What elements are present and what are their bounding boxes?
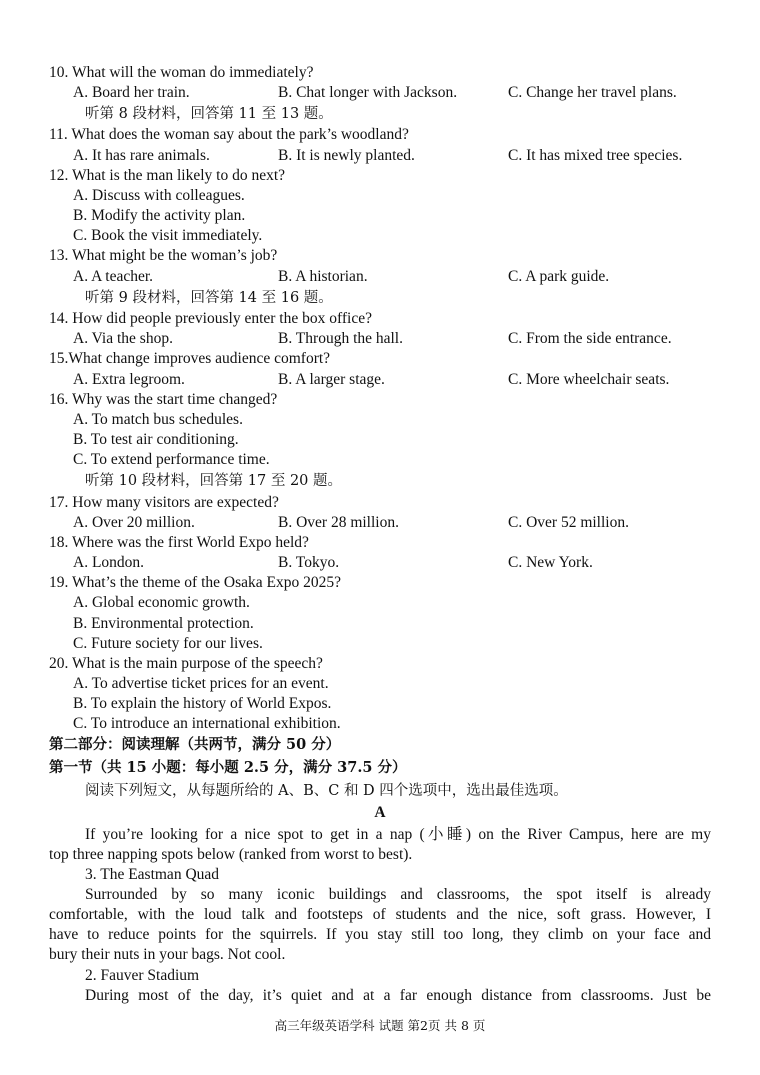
part-two-heading: 第二部分：阅读理解（共两节，满分 50 分） [49, 736, 341, 753]
spot-3-title: 3. The Eastman Quad [85, 866, 220, 883]
question-11-option-c: C. It has mixed tree species. [508, 147, 683, 164]
question-12-stem: 12. What is the man likely to do next? [49, 167, 286, 184]
question-12-option-c: C. Book the visit immediately. [73, 227, 263, 244]
question-14-option-b: B. Through the hall. [278, 330, 403, 347]
question-16-option-c: C. To extend performance time. [73, 451, 270, 468]
spot-2-line-1: During most of the day, it’s quiet and at a far enough distance from classrooms. Just be [85, 987, 711, 1004]
question-11-stem: 11. What does the woman say about the park’s woodland? [49, 126, 409, 143]
passage-intro-line-1: If you’re looking for a nice spot to get in a nap (小睡) on the River Campus, here are my [85, 826, 711, 843]
question-17-option-a: A. Over 20 million. [73, 514, 195, 531]
listening-instruction-10: 听第 10 段材料，回答第 17 至 20 题。 [85, 473, 343, 489]
spot-3-line-4: bury their nuts in your bags. Not cool. [49, 946, 286, 963]
question-16-option-b: B. To test air conditioning. [73, 431, 239, 448]
question-11-option-a: A. It has rare animals. [73, 147, 210, 164]
question-19-option-b: B. Environmental protection. [73, 615, 254, 632]
listening-instruction-9: 听第 9 段材料，回答第 14 至 16 题。 [85, 290, 333, 306]
question-10-option-a: A. Board her train. [73, 84, 190, 101]
spot-2-paragraph [49, 986, 711, 1006]
question-15-option-c: C. More wheelchair seats. [508, 371, 670, 388]
listening-instruction-8: 听第 8 段材料，回答第 11 至 13 题。 [85, 106, 333, 122]
reading-instruction: 阅读下列短文，从每题所给的 A、B、C 和 D 四个选项中，选出最佳选项。 [85, 783, 568, 799]
spot-3-line-2: comfortable, with the loud talk and footsteps of students and the nice, soft grass. However, I [49, 906, 711, 923]
passage-intro [49, 825, 711, 865]
spot-3-paragraph [49, 885, 711, 965]
question-16-option-a: A. To match bus schedules. [73, 411, 243, 428]
question-13-option-c: C. A park guide. [508, 268, 610, 285]
question-14-stem: 14. How did people previously enter the box office? [49, 310, 372, 327]
question-14-option-c: C. From the side entrance. [508, 330, 672, 347]
section-one-heading: 第一节（共 15 小题：每小题 2.5 分，满分 37.5 分） [49, 759, 407, 776]
passage-intro-line-2: top three napping spots below (ranked from worst to best). [49, 846, 413, 863]
question-20-stem: 20. What is the main purpose of the speech? [49, 655, 323, 672]
question-12-option-a: A. Discuss with colleagues. [73, 187, 245, 204]
question-19-stem: 19. What’s the theme of the Osaka Expo 2025? [49, 574, 341, 591]
question-15-stem: 15.What change improves audience comfort? [49, 350, 331, 367]
question-19-option-c: C. Future society for our lives. [73, 635, 263, 652]
question-20-option-a: A. To advertise ticket prices for an event. [73, 675, 329, 692]
question-18-option-a: A. London. [73, 554, 145, 571]
question-13-option-a: A. A teacher. [73, 268, 154, 285]
question-10-stem: 10. What will the woman do immediately? [49, 64, 314, 81]
question-14-option-a: A. Via the shop. [73, 330, 173, 347]
question-11-option-b: B. It is newly planted. [278, 147, 415, 164]
passage-letter: A [374, 804, 386, 821]
question-15-option-b: B. A larger stage. [278, 371, 385, 388]
question-17-option-b: B. Over 28 million. [278, 514, 399, 531]
question-17-option-c: C. Over 52 million. [508, 514, 629, 531]
question-13-option-b: B. A historian. [278, 268, 368, 285]
question-18-option-c: C. New York. [508, 554, 593, 571]
question-18-stem: 18. Where was the first World Expo held? [49, 534, 309, 551]
question-19-option-a: A. Global economic growth. [73, 594, 250, 611]
spot-2-title: 2. Fauver Stadium [85, 967, 200, 984]
question-15-option-a: A. Extra legroom. [73, 371, 185, 388]
question-10-option-c: C. Change her travel plans. [508, 84, 677, 101]
question-20-option-b: B. To explain the history of World Expos. [73, 695, 332, 712]
spot-3-line-1: Surrounded by so many iconic buildings and classrooms, the spot itself is already [85, 886, 711, 903]
question-20-option-c: C. To introduce an international exhibition. [73, 715, 341, 732]
page-footer: 高三年级英语学科 试题 第2页 共 8 页 [274, 1018, 486, 1033]
question-10-option-b: B. Chat longer with Jackson. [278, 84, 458, 101]
question-16-stem: 16. Why was the start time changed? [49, 391, 278, 408]
question-12-option-b: B. Modify the activity plan. [73, 207, 246, 224]
question-13-stem: 13. What might be the woman’s job? [49, 247, 278, 264]
question-17-stem: 17. How many visitors are expected? [49, 494, 279, 511]
spot-3-line-3: have to reduce points for the squirrels. If you stay still too long, they climb on your face and [49, 926, 711, 943]
question-18-option-b: B. Tokyo. [278, 554, 340, 571]
